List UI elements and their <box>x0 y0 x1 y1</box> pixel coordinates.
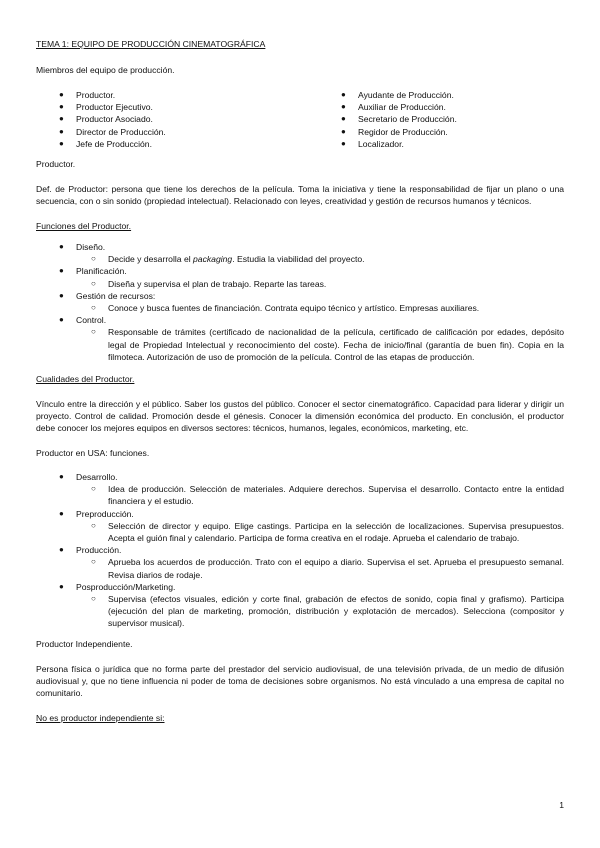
bullet-icon: ● <box>341 126 346 136</box>
bullet-icon: ● <box>59 315 64 325</box>
productor-heading: Productor. <box>36 159 76 170</box>
list-item: ● Auxiliar de Producción. <box>341 102 446 113</box>
sub-list-item: ○ Selección de director y equipo. Elige castings. Participa en la selección de localizaciones. Supervisa presupuestos. Acepta el guión final y calendario. Participa de forma creativa en el rodaje. Aprueba el calendario de trabajo. <box>91 520 564 544</box>
circle-bullet-icon: ○ <box>91 484 96 494</box>
document-title: TEMA 1: EQUIPO DE PRODUCCIÓN CINEMATOGRÁFICA <box>36 39 266 49</box>
sub-list-item: ○ Aprueba los acuerdos de producción. Trato con el equipo a diario. Supervisa el set. Aprueba el presupuesto semanal. Revisa diarios de rodaje. <box>91 557 564 580</box>
circle-bullet-icon: ○ <box>91 254 96 264</box>
circle-bullet-icon: ○ <box>91 303 96 313</box>
bullet-icon: ● <box>59 114 64 124</box>
usa-list <box>36 471 564 630</box>
bullet-icon: ● <box>341 138 346 148</box>
list-item: ● Planificación. <box>59 266 127 277</box>
bullet-icon: ● <box>341 90 346 99</box>
sub-list-item: ○ Idea de producción. Selección de materiales. Adquiere derechos. Supervisa el desarrollo. Contacto entre la entidad financiera y el estudio. <box>91 484 564 507</box>
bullet-icon: ● <box>59 138 64 148</box>
independiente-heading: Productor Independiente. <box>36 638 133 649</box>
list-item: ● Desarrollo. <box>59 472 118 483</box>
list-item: ● Diseño. <box>59 242 106 253</box>
bullet-icon: ● <box>59 126 64 136</box>
cualidades-heading: Cualidades del Productor. <box>36 374 135 385</box>
list-item: ● Director de Producción. <box>59 126 166 137</box>
list-item: ● Productor Asociado. <box>59 114 153 125</box>
page-number: 1 <box>559 800 564 810</box>
list-item: ● Ayudante de Producción. <box>341 90 454 100</box>
list-item: ● Producción. <box>59 545 122 556</box>
circle-bullet-icon: ○ <box>91 327 96 337</box>
members-list-right <box>318 89 564 150</box>
list-item: ● Posproducción/Marketing. <box>59 581 176 592</box>
list-item: ● Preproducción. <box>59 508 134 519</box>
sub-list-item: ○ Conoce y busca fuentes de financiación. Contrata equipo técnico y artístico. Empresas auxiliares. <box>91 303 480 314</box>
list-item: ● Productor Ejecutivo. <box>59 102 153 113</box>
funciones-list <box>36 241 564 363</box>
bullet-icon: ● <box>59 102 64 112</box>
members-columns <box>36 89 564 150</box>
cualidades-paragraph: Vínculo entre la dirección y el público. Saber los gustos del público. Conocer el sector cinematográfico. Capacidad para liderar y dirigir un proyecto. Control de calidad. Promoción desde el génesis. Conocer la dimensión económica del producto. En conclusión, el productor debe conocer los mejores equipos en diversos sectores: técnicos, humanos, legales, económicos, marketing, etc. <box>36 399 564 434</box>
usa-heading: Productor en USA: funciones. <box>36 448 150 459</box>
independiente-paragraph: Persona física o jurídica que no forma parte del prestador del servicio audiovisual, de una televisión privada, de un medio de difusión audiovisual y, que no tiene influencia ni poder de toma de decisiones sobre organismos. No está vinculado a una empresa de capital no comunitario. <box>36 663 564 698</box>
sub-list-item: ○ Supervisa (efectos visuales, edición y corte final, grabación de efectos de sonido, copia final y grafismo). Participa (ejecución del plan de marketing, promoción, distribución y explotación de mercados). Selecciona (compositor y supervisor musical). <box>91 594 564 629</box>
bullet-icon: ● <box>59 242 64 252</box>
sub-list-item: ○ Diseña y supervisa el plan de trabajo. Reparte las tareas. <box>91 278 327 289</box>
sub-list-item: ○ Decide y desarrolla el packaging. Estudia la viabilidad del proyecto. <box>91 254 365 265</box>
list-item: ● Gestión de recursos: <box>59 290 156 301</box>
list-item: ● Jefe de Producción. <box>59 138 152 149</box>
bullet-icon: ● <box>59 581 64 591</box>
bullet-icon: ● <box>59 545 64 555</box>
document-page <box>36 38 564 724</box>
circle-bullet-icon: ○ <box>91 520 96 530</box>
funciones-heading: Funciones del Productor. <box>36 221 132 232</box>
list-item: ● Regidor de Producción. <box>341 126 448 137</box>
sub-list-item: ○ Responsable de trámites (certificado de nacionalidad de la película, certificado de calificación por edades, depósito legal de Propiedad Intelectual y reconocimiento del coste). Fecha de inicio/final (garantía de buen fin). Copia en la filmoteca. Autorización de uso de promoción de la película. Control de las etapas de producción. <box>91 327 564 362</box>
bullet-icon: ● <box>59 90 64 99</box>
bullet-icon: ● <box>59 266 64 276</box>
circle-bullet-icon: ○ <box>91 557 96 567</box>
list-item: ● Productor. <box>59 90 116 100</box>
bullet-icon: ● <box>59 290 64 300</box>
definition-paragraph: Def. de Productor: persona que tiene los derechos de la película. Toma la iniciativa y tiene la responsabilidad de fijar un plano o una secuencia, con o sin sonido (propiedad intelectual). Relacionado con leyes, creatividad y gestión de recursos humanos y técnicos. <box>36 184 564 207</box>
list-item: ● Localizador. <box>341 138 404 149</box>
members-heading: Miembros del equipo de producción. <box>36 65 175 75</box>
list-item: ● Secretario de Producción. <box>341 114 457 125</box>
bullet-icon: ● <box>341 102 346 112</box>
bullet-icon: ● <box>59 472 64 482</box>
no-independiente-heading: No es productor independiente si: <box>36 712 165 723</box>
members-list-left <box>36 89 318 150</box>
circle-bullet-icon: ○ <box>91 594 96 604</box>
circle-bullet-icon: ○ <box>91 278 96 288</box>
bullet-icon: ● <box>341 114 346 124</box>
bullet-icon: ● <box>59 508 64 518</box>
list-item: ● Control. <box>59 315 107 326</box>
